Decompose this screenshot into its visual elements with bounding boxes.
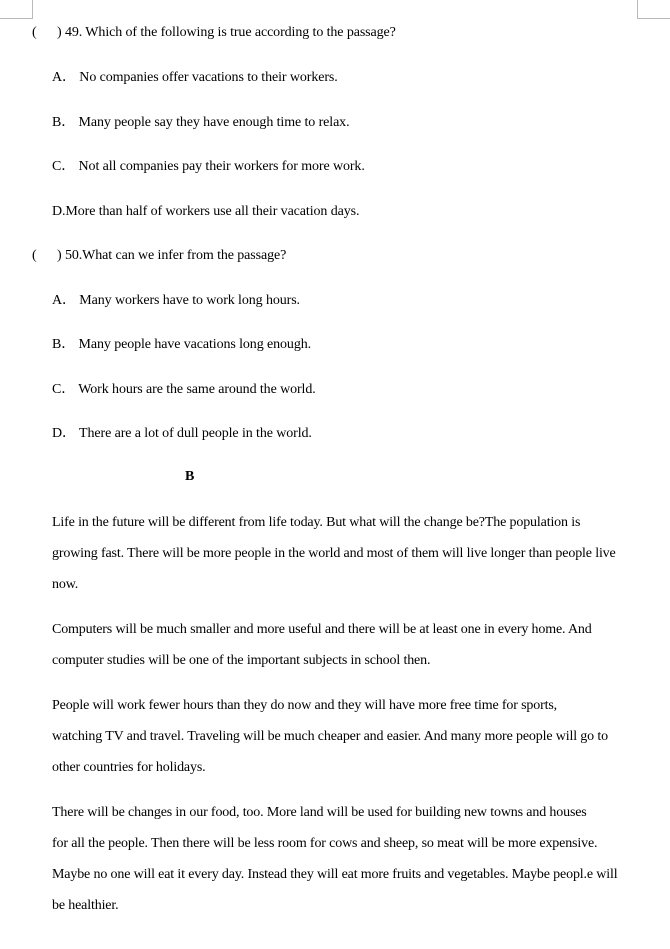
passage-line: There will be changes in our food, too. More land will be used for building new towns and houses (52, 805, 587, 820)
option-d: D． There are a lot of dull people in the world. (52, 426, 312, 441)
answer-bracket: ( (32, 25, 37, 40)
option-d: D.More than half of workers use all their vacation days. (52, 204, 360, 219)
option-a: A． Many workers have to work long hours. (52, 293, 300, 308)
crop-mark-top-right (637, 0, 670, 19)
section-title: B (185, 469, 195, 484)
passage-line: other countries for holidays. (52, 760, 206, 775)
question-stem: ) 49. Which of the following is true according to the passage? (57, 25, 396, 40)
passage-line: now. (52, 577, 79, 592)
passage-line: computer studies will be one of the important subjects in school then. (52, 653, 431, 668)
option-c: C． Not all companies pay their workers for more work. (52, 159, 365, 174)
crop-mark-top-left (0, 0, 33, 19)
passage-line: watching TV and travel. Traveling will be much cheaper and easier. And many more people will go to (52, 729, 608, 744)
passage-line: People will work fewer hours than they do now and they will have more free time for sports, (52, 698, 557, 713)
passage-line: be healthier. (52, 898, 119, 913)
option-b: B． Many people have vacations long enough. (52, 337, 312, 352)
passage-line: for all the people. Then there will be less room for cows and sheep, so meat will be more expensive. (52, 836, 598, 851)
option-b: B． Many people say they have enough time to relax. (52, 115, 350, 130)
passage-line: Maybe no one will eat it every day. Instead they will eat more fruits and vegetables. Maybe peopl.e will (52, 867, 618, 882)
answer-bracket: ( (32, 248, 37, 263)
option-c: C． Work hours are the same around the world. (52, 382, 316, 397)
passage-line: Life in the future will be different from life today. But what will the change be?The population is (52, 515, 581, 530)
passage-line: Computers will be much smaller and more useful and there will be at least one in every home. And (52, 622, 592, 637)
passage-line: growing fast. There will be more people in the world and most of them will live longer than people live (52, 546, 616, 561)
option-a: A． No companies offer vacations to their workers. (52, 70, 338, 85)
question-stem: ) 50.What can we infer from the passage? (57, 248, 287, 263)
